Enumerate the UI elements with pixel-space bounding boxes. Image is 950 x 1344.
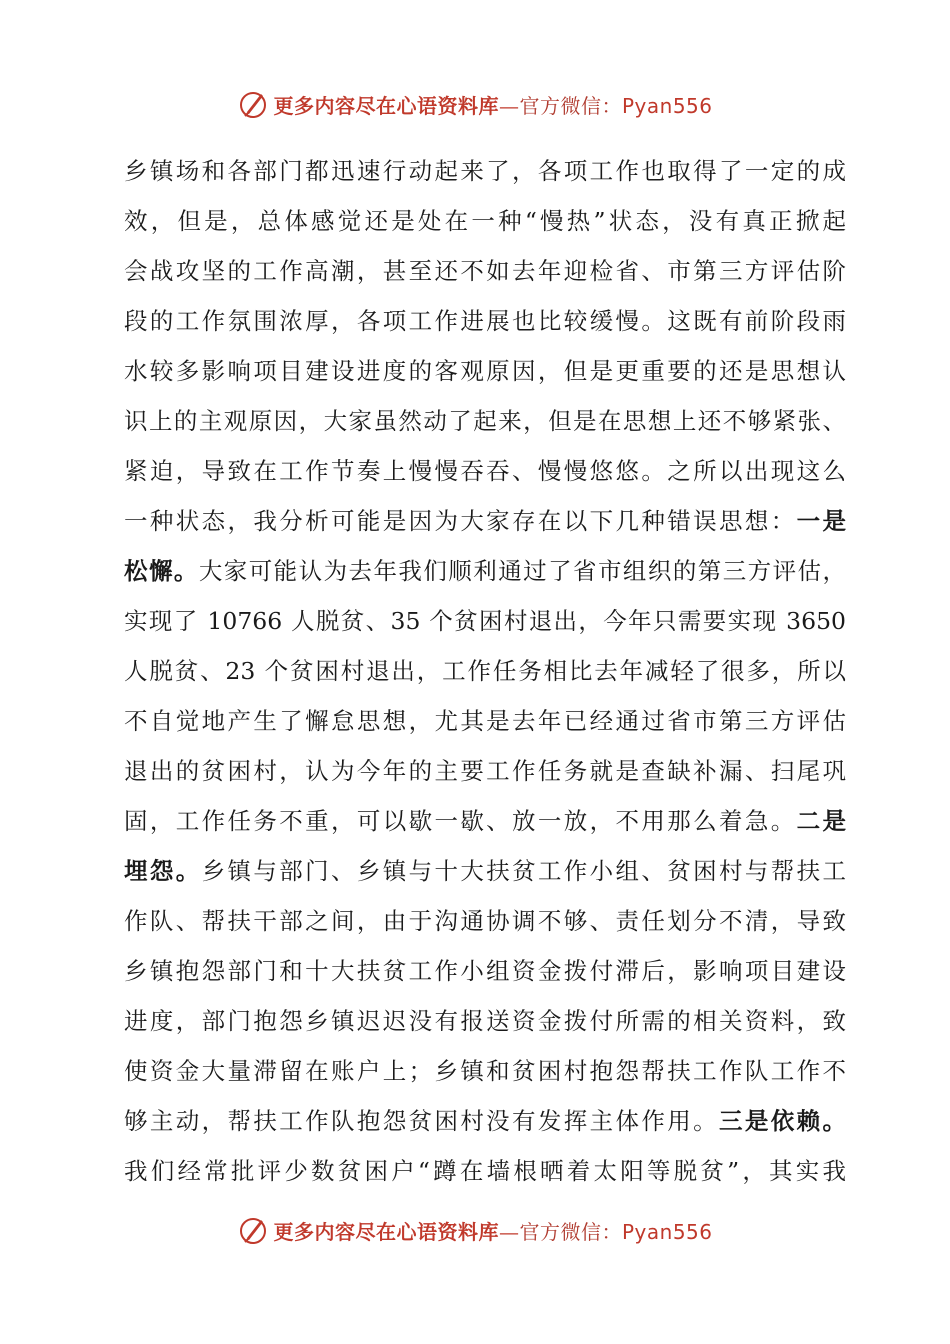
text-line [124,1146,846,1196]
text-segment: 人脱贫、23 个贫困村退出，工作任务相比去年减轻了很多，所以 [124,657,846,685]
text-line [124,346,846,396]
text-segment: 退出的贫困村，认为今年的主要工作任务就是查缺补漏、扫尾巩 [124,757,846,785]
text-segment: 进度，部门抱怨乡镇迟迟没有报送资金拨付所需的相关资料，致 [124,1007,846,1035]
text-line [124,1046,846,1096]
text-line [124,896,846,946]
text-segment: 乡镇抱怨部门和十大扶贫工作小组资金拨付滞后，影响项目建设 [124,957,846,985]
text-segment: 我们经常批评少数贫困户“蹲在墙根晒着太阳等脱贫”，其实我 [124,1157,846,1185]
text-line [124,846,846,896]
text-segment: 使资金大量滞留在账户上；乡镇和贫困村抱怨帮扶工作队工作不 [124,1057,846,1085]
text-line [124,646,846,696]
banner-text [273,90,712,119]
text-segment: 够主动，帮扶工作队抱怨贫困村没有发挥主体作用。 [124,1107,720,1135]
document-body [124,146,846,1196]
text-segment: 段的工作氛围浓厚，各项工作进展也比较缓慢。这既有前阶段雨 [124,307,846,335]
text-segment: 大家可能认为去年我们顺利通过了省市组织的第三方评估， [198,557,847,585]
text-line [124,146,846,196]
bold-text-segment: 埋怨。 [124,857,202,885]
text-segment: 不自觉地产生了懈怠思想，尤其是去年已经通过省市第三方评估 [124,707,846,735]
text-line [124,596,846,646]
banner-label: 官方微信： [519,1219,622,1244]
banner-wechat-id: Pyan556 [621,1219,713,1244]
banner-separator: — [498,1219,520,1244]
text-line [124,296,846,346]
quill-logo-icon [237,1214,269,1246]
text-line [124,746,846,796]
quill-logo-icon [237,88,269,120]
banner-lead: 更多内容尽在心语资料库 [273,93,499,118]
text-line [124,996,846,1046]
bold-text-segment: 松懈。 [124,557,199,585]
text-segment: 固，工作任务不重，可以歇一歇、放一放，不用那么着急。 [124,807,797,835]
text-line [124,696,846,746]
text-line [124,946,846,996]
text-segment: 一种状态，我分析可能是因为大家存在以下几种错误思想： [124,507,797,535]
banner-label: 官方微信： [519,93,622,118]
text-segment: 紧迫，导致在工作节奏上慢慢吞吞、慢慢悠悠。之所以出现这么 [124,457,846,485]
bold-text-segment: 一是 [796,507,847,535]
text-line [124,446,846,496]
banner-text [273,1216,712,1245]
text-line [124,1096,846,1146]
text-segment: 水较多影响项目建设进度的客观原因，但是更重要的还是思想认 [124,357,846,385]
text-segment: 实现了 10766 人脱贫、35 个贫困村退出，今年只需要实现 3650 [124,607,846,635]
text-segment: 乡镇与部门、乡镇与十大扶贫工作小组、贫困村与帮扶工 [201,857,847,885]
text-segment: 效，但是，总体感觉还是处在一种“慢热”状态，没有真正掀起 [124,207,846,235]
text-segment: 识上的主观原因，大家虽然动了起来，但是在思想上还不够紧张、 [124,407,846,435]
text-line [124,546,846,596]
bold-text-segment: 二是 [796,807,847,835]
text-segment: 会战攻坚的工作高潮，甚至还不如去年迎检省、市第三方评估阶 [124,257,846,285]
text-line [124,196,846,246]
banner-separator: — [498,93,520,118]
banner-lead: 更多内容尽在心语资料库 [273,1219,499,1244]
footer-watermark-banner [0,1210,950,1250]
bold-text-segment: 三是依赖。 [719,1107,847,1135]
header-watermark-banner [0,84,950,124]
text-segment: 乡镇场和各部门都迅速行动起来了，各项工作也取得了一定的成 [124,157,846,185]
text-line [124,246,846,296]
banner-wechat-id: Pyan556 [621,93,713,118]
text-line [124,396,846,446]
text-line [124,796,846,846]
text-line [124,496,846,546]
text-segment: 作队、帮扶干部之间，由于沟通协调不够、责任划分不清，导致 [124,907,846,935]
